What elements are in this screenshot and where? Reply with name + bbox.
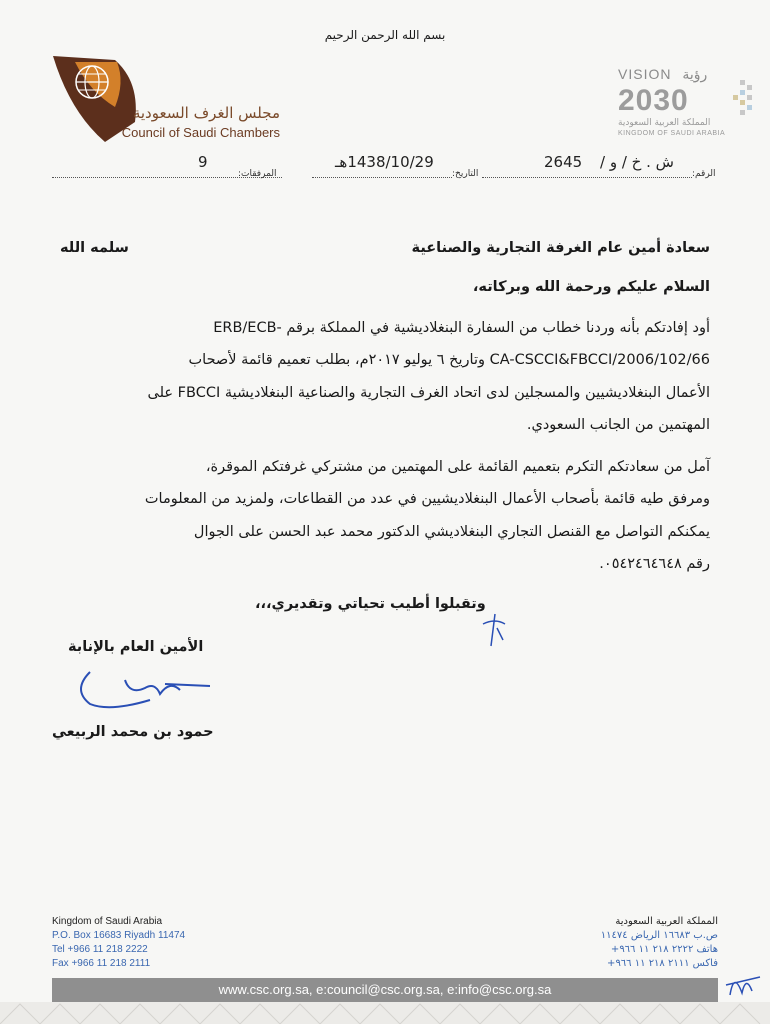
footer-tel-ar: هاتف ٢٢٢٢ ٢١٨ ١١ ٩٦٦+ bbox=[610, 944, 718, 955]
number-value: 2645 bbox=[544, 153, 583, 171]
footer-pattern bbox=[0, 1002, 770, 1024]
footer-pobox-en: P.O. Box 16683 Riyadh 11474 bbox=[52, 930, 186, 941]
recipient: سعادة أمين عام الغرفة التجارية والصناعية bbox=[411, 240, 710, 256]
recipient-closing: سلمه الله bbox=[60, 240, 129, 256]
footer-country-ar: المملكة العربية السعودية bbox=[615, 916, 718, 927]
para1-line1: أود إفادتكم بأنه وردنا خطاب من السفارة البنغلاديشية في المملكة برقم -ERB/ECB bbox=[213, 320, 710, 336]
initial-mark-icon bbox=[475, 610, 515, 650]
para2-line2: ومرفق طيه قائمة بأصحاب الأعمال البنغلاديشيين في عدد من القطاعات، ولمزيد من المعلومات bbox=[144, 491, 710, 507]
footer-country-en: Kingdom of Saudi Arabia bbox=[52, 916, 163, 927]
vision-kingdom-en: KINGDOM OF SAUDI ARABIA bbox=[618, 130, 726, 137]
para2-line1: آمل من سعادتكم التكرم بتعميم القائمة على المهتمين من مشتركي غرفتكم الموقرة، bbox=[205, 459, 710, 475]
date-dotted-line bbox=[312, 176, 452, 178]
council-name-ar: مجلس الغرف السعودية bbox=[132, 104, 280, 122]
footer-fax-ar: فاكس ٢١١١ ٢١٨ ١١ ٩٦٦+ bbox=[607, 958, 718, 969]
number-prefix: ش . خ / و / bbox=[600, 153, 674, 171]
vision-label-en: VISION bbox=[618, 66, 672, 82]
para1-line2: 66/CA-CSCCI&FBCCI/2006/102 وتاريخ ٦ يوليو ٢٠١٧م، بطلب تعميم قائمة لأصحاب bbox=[188, 352, 710, 368]
greeting: السلام عليكم ورحمة الله وبركاته، bbox=[472, 279, 710, 295]
footer-contact-bar: www.csc.org.sa, e:council@csc.org.sa, e:info@csc.org.sa bbox=[52, 978, 718, 1002]
attachments-label: المرفقات: bbox=[238, 169, 277, 179]
footer-tel-en: Tel +966 11 218 2222 bbox=[52, 944, 148, 955]
footer-pobox-ar: ص.ب ١٦٦٨٣ الرياض ١١٤٧٤ bbox=[600, 930, 718, 941]
vision-kingdom-ar: المملكة العربية السعودية bbox=[618, 118, 711, 128]
attachments-value: 9 bbox=[198, 153, 208, 171]
vision-label-ar: رؤية bbox=[682, 66, 708, 82]
council-name-en: Council of Saudi Chambers bbox=[121, 125, 280, 140]
signatory-name: حمود بن محمد الربيعي bbox=[52, 724, 214, 740]
closing: وتقبلوا أطيب تحياتي وتقديري،،، bbox=[255, 596, 486, 612]
date-label: التاريخ: bbox=[452, 169, 479, 179]
date-value: 1438/10/29هـ bbox=[335, 153, 434, 171]
para2-line3: يمكنكم التواصل مع القنصل التجاري البنغلاديشي الدكتور محمد عبد الحسن على الجوال bbox=[193, 524, 710, 540]
signatory-title: الأمين العام بالإنابة bbox=[68, 639, 204, 655]
vision-label bbox=[618, 66, 707, 83]
para1-line4: المهتمين من الجانب السعودي. bbox=[526, 417, 710, 433]
para2-line4: رقم ٠٥٤٢٤٦٤٦٤٨. bbox=[599, 556, 710, 572]
initial-mark-icon bbox=[720, 965, 765, 1005]
footer-fax-en: Fax +966 11 218 2111 bbox=[52, 958, 151, 969]
signature-icon bbox=[70, 660, 210, 720]
vision-year: 2030 bbox=[618, 84, 689, 117]
number-label: الرقم: bbox=[692, 169, 716, 179]
number-dotted-line bbox=[482, 176, 692, 178]
para1-line3: الأعمال البنغلاديشيين والمسجلين لدى اتحاد الغرف التجارية والصناعية البنغلاديشية FBCCI على bbox=[147, 385, 710, 401]
basmala: بسم الله الرحمن الرحيم bbox=[324, 28, 446, 42]
